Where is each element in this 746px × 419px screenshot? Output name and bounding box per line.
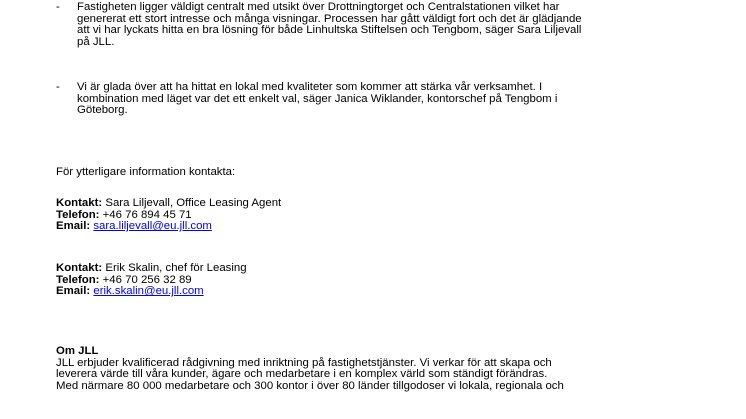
bullet-dash: -: [56, 1, 60, 13]
text-line: Fastigheten ligger väldigt centralt med utsikt över Drottningtorget och Centralstationen vilket har: [77, 1, 560, 13]
phone-label: Telefon:: [56, 208, 100, 221]
about-line: leverera värde till våra kunder, ägare och medarbetare i en komplex värld som ständigt förändras.: [56, 368, 548, 381]
contact-email-line: [56, 286, 716, 298]
phone-value: +46 70 256 32 89: [102, 273, 192, 286]
bullet-text: [77, 82, 717, 117]
contact-label: Kontakt:: [56, 197, 103, 209]
email-label: Email:: [56, 220, 91, 233]
bullet-text: [77, 2, 717, 48]
text-line: genererat ett stort intresse och många visningar. Processen har gått väldigt fort och det är glädjande: [77, 12, 582, 25]
text-line: Vi är glada över att ha hittat en lokal med kvaliteter som kommer att stärka vår verksamhet. I: [77, 81, 543, 93]
phone-label: Telefon:: [56, 273, 100, 286]
about-heading: Om JLL: [56, 345, 99, 357]
contact-value: Erik Skalin, chef för Leasing: [105, 262, 247, 274]
contact-intro: [56, 167, 716, 179]
text-line: att vi har lyckats hitta en bra lösning för både Linhultska Stiftelsen och Tengbom, säger Sara Liljevall: [77, 24, 582, 37]
phone-value: +46 76 894 45 71: [102, 208, 192, 221]
contact-value: Sara Liljevall, Office Leasing Agent: [105, 197, 282, 209]
email-link[interactable]: sara.liljevall@eu.jll.com: [93, 220, 212, 233]
text-line: Göteborg.: [77, 104, 128, 117]
intro-text: För ytterligare information kontakta:: [56, 166, 236, 178]
email-label: Email:: [56, 285, 91, 298]
text-line: kombination med läget var det ett enkelt val, säger Janica Wiklander, kontorschef på Tengbom i: [77, 92, 558, 105]
contact-block: [56, 198, 716, 233]
bullet-dash: -: [56, 81, 60, 93]
contact-label: Kontakt:: [56, 262, 103, 274]
email-link[interactable]: erik.skalin@eu.jll.com: [93, 285, 204, 298]
about-line: Med närmare 80 000 medarbetare och 300 kontor i över 80 länder tillgodoser vi lokala, regionala och: [56, 379, 564, 392]
contact-email-line: [56, 221, 716, 233]
text-line: på JLL.: [77, 35, 115, 48]
contact-block: [56, 263, 716, 298]
about-section: [56, 346, 716, 392]
about-line: JLL erbjuder kvalificerad rådgivning med inriktning på fastighetstjänster. Vi verkar för att skapa och: [56, 356, 552, 369]
